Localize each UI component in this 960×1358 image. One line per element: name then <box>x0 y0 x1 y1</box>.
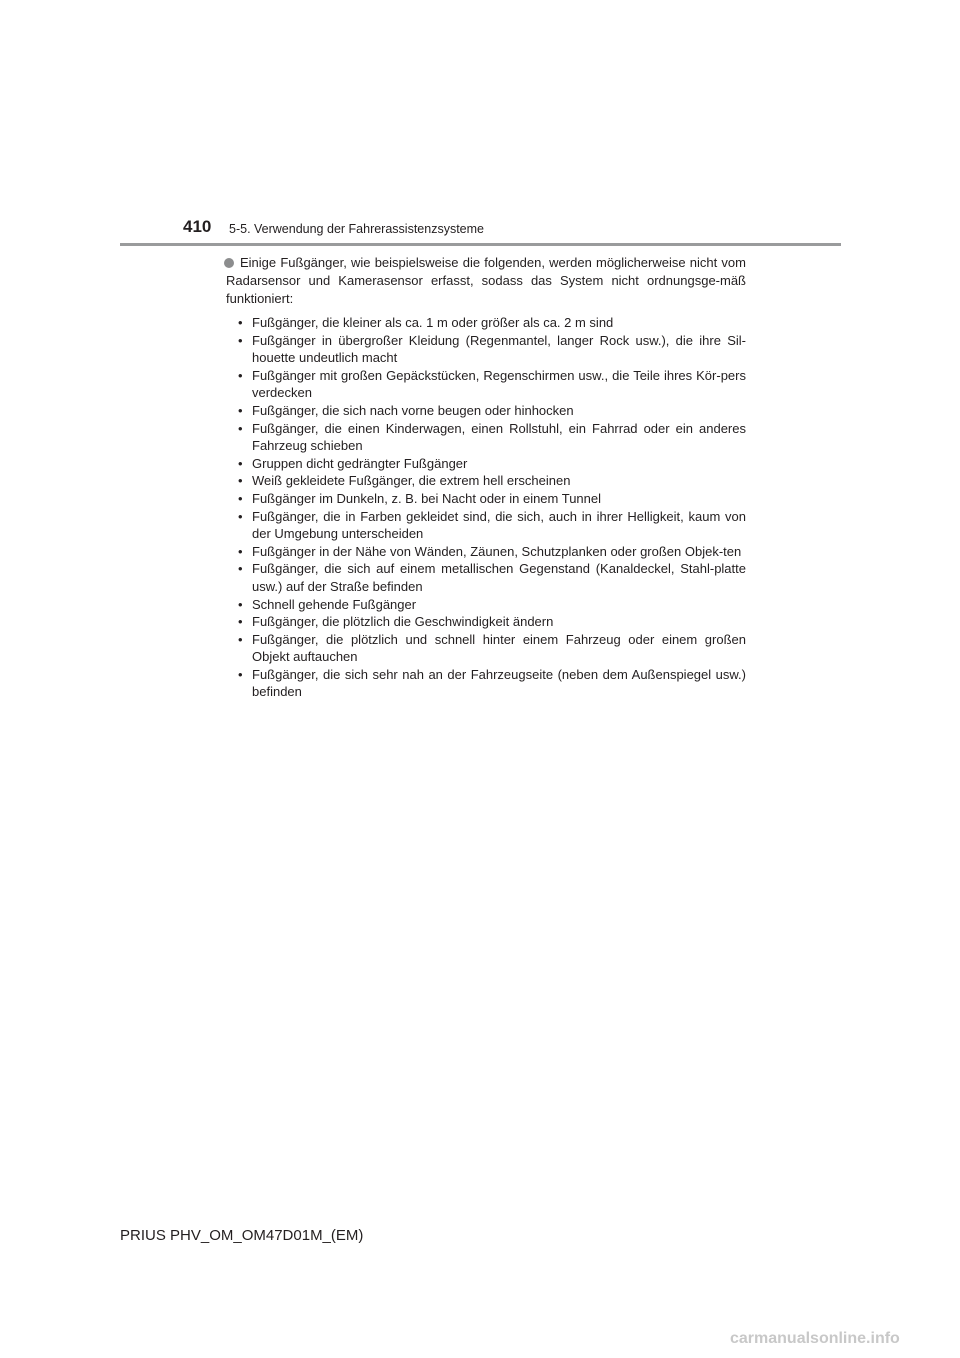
list-item-text: Schnell gehende Fußgänger <box>252 596 417 612</box>
list-item <box>238 613 746 631</box>
header-divider <box>120 243 841 246</box>
list-item <box>238 367 746 402</box>
list-item-text: Fußgänger, die sich auf einem metallischen Gegenstand (Kanaldeckel, Stahl-platte usw.) auf der Straße befinden <box>252 561 746 594</box>
list-item <box>238 314 746 332</box>
list-item <box>238 332 746 367</box>
list-item <box>238 402 746 420</box>
list-bullet-mark: • <box>238 420 243 436</box>
list-bullet-mark: • <box>238 490 243 506</box>
intro-text: Einige Fußgänger, wie beispielsweise die folgenden, werden möglicherweise nicht vom Radarsensor und Kamerasensor erfasst, sodass das System nicht ordnungsge-mäß funktioniert: <box>226 255 746 306</box>
intro-paragraph <box>226 254 746 308</box>
list-bullet-mark: • <box>238 561 243 577</box>
list-bullet-mark: • <box>238 402 243 418</box>
circle-bullet-icon <box>224 258 234 268</box>
list-item-text: Fußgänger, die kleiner als ca. 1 m oder größer als ca. 2 m sind <box>252 315 614 330</box>
list-item-text: Fußgänger, die sich nach vorne beugen oder hinhocken <box>252 402 574 418</box>
list-bullet-mark: • <box>238 508 243 524</box>
list-bullet-mark: • <box>238 543 243 559</box>
list-item-text: Fußgänger, die plötzlich die Geschwindigkeit ändern <box>252 614 554 630</box>
list-item-text: Gruppen dicht gedrängter Fußgänger <box>252 455 468 471</box>
list-bullet-mark: • <box>238 631 243 647</box>
list-item <box>238 508 746 543</box>
list-bullet-mark: • <box>238 367 243 383</box>
list-bullet-mark: • <box>238 315 243 330</box>
list-bullet-mark: • <box>238 596 243 612</box>
list-item <box>238 543 746 561</box>
pedestrian-list <box>238 314 746 701</box>
list-item-text: Fußgänger, die einen Kinderwagen, einen Rollstuhl, ein Fahrrad oder ein anderes Fahrzeug schieben <box>252 420 746 454</box>
list-item-text: Fußgänger in übergroßer Kleidung (Regenmantel, langer Rock usw.), die ihre Sil-houette undeutlich macht <box>252 332 746 366</box>
list-item <box>238 490 746 508</box>
list-item-text: Fußgänger mit großen Gepäckstücken, Regenschirmen usw., die Teile ihres Kör-pers verdecken <box>252 367 746 401</box>
list-item-text: Fußgänger, die plötzlich und schnell hinter einem Fahrzeug oder einem großen Objekt auftauchen <box>252 631 746 665</box>
list-item-text: Fußgänger, die in Farben gekleidet sind, die sich, auch in ihrer Helligkeit, kaum von der Umgebung unterscheiden <box>252 508 746 542</box>
watermark: carmanualsonline.info <box>730 1330 900 1347</box>
list-item <box>238 560 746 595</box>
document-code: PRIUS PHV_OM_OM47D01M_(EM) <box>120 1227 364 1244</box>
list-item-text: Fußgänger, die sich sehr nah an der Fahrzeugseite (neben dem Außenspiegel usw.) befinden <box>252 666 746 700</box>
list-item <box>238 455 746 473</box>
list-bullet-mark: • <box>238 332 243 348</box>
section-title: 5-5. Verwendung der Fahrerassistenzsysteme <box>229 222 484 236</box>
list-bullet-mark: • <box>238 614 243 630</box>
page-number: 410 <box>183 217 212 236</box>
list-bullet-mark: • <box>238 666 243 682</box>
list-bullet-mark: • <box>238 473 243 489</box>
list-item-text: Weiß gekleidete Fußgänger, die extrem hell erscheinen <box>252 473 571 489</box>
list-item-text: Fußgänger in der Nähe von Wänden, Zäunen, Schutzplanken oder großen Objek-ten <box>252 543 742 559</box>
list-item <box>238 472 746 490</box>
list-item <box>238 420 746 455</box>
list-bullet-mark: • <box>238 455 243 471</box>
list-item <box>238 631 746 666</box>
list-item-text: Fußgänger im Dunkeln, z. B. bei Nacht oder in einem Tunnel <box>252 490 602 506</box>
list-item <box>238 666 746 701</box>
list-item <box>238 596 746 614</box>
